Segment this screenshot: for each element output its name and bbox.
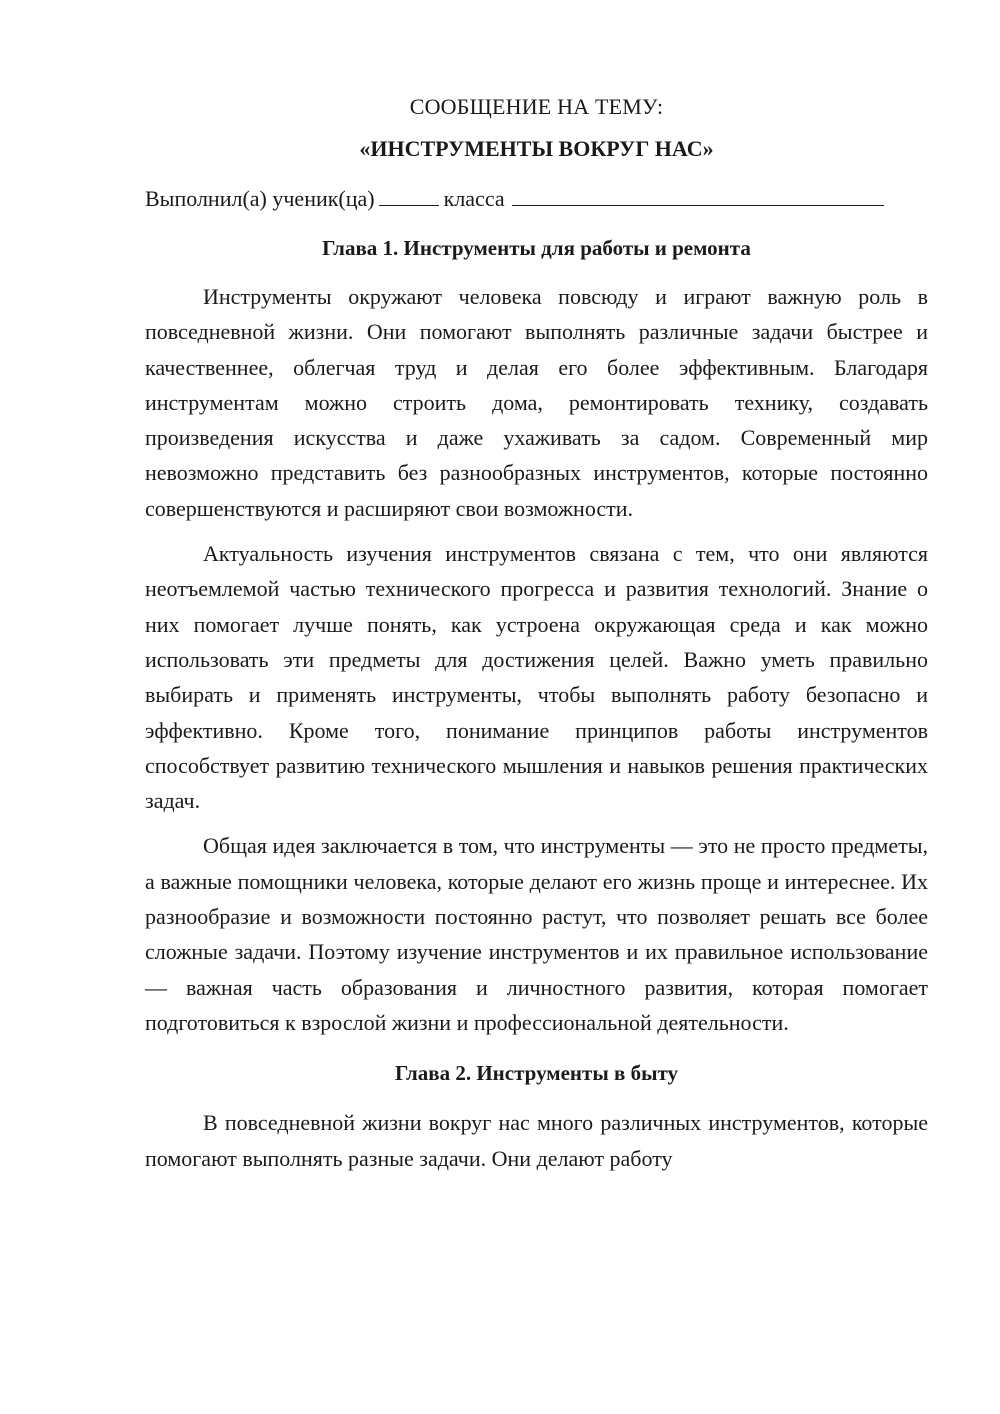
author-prefix: Выполнил(а) ученик(ца) [145,186,375,211]
document-topic: СООБЩЕНИЕ НА ТЕМУ: [409,94,664,119]
class-number-blank [379,185,439,206]
chapter-1-paragraph-3: Общая идея заключается в том, что инструменты — это не просто предметы, а важные помощники человека, которые делают его жизнь проще и интереснее. Их разнообразие и возможности постоянно растут, что позволяет решать все более сложные задачи. Поэтому изучение инструментов и их правильное использование — важная часть образования и личностного развития, которая помогает подготовиться к взрослой жизни и профессиональной деятельности. [145,833,928,1035]
chapter-2-paragraph-1: В повседневной жизни вокруг нас много различных инструментов, которые помогают выполнять разные задачи. Они делают работу [145,1110,928,1171]
student-name-blank [512,185,884,206]
chapter-1-paragraph-1: Инструменты окружают человека повсюду и играют важную роль в повседневной жизни. Они помогают выполнять различные задачи быстрее и качественнее, облегчая труд и делая его более эффективным. Благодаря инструментам можно строить дома, ремонтировать технику, создавать произведения искусства и даже ухаживать за садом. Современный мир невозможно представить без разнообразных инструментов, которые постоянно совершенствуются и расширяют свои возможности. [145,284,928,521]
chapter-1-paragraph-2: Актуальность изучения инструментов связана с тем, что они являются неотъемлемой частью технического прогресса и развития технологий. Знание о них помогает лучше понять, как устроена окружающая среда и как можно использовать эти предметы для достижения целей. Важно уметь правильно выбирать и применять инструменты, чтобы выполнять работу безопасно и эффективно. Кроме того, понимание принципов работы инструментов способствует развитию технического мышления и навыков решения практических задач. [145,541,928,814]
document-title: «ИНСТРУМЕНТЫ ВОКРУГ НАС» [359,136,714,161]
chapter-1-title: Глава 1. Инструменты для работы и ремонта [322,236,751,260]
class-label: класса [443,186,505,211]
chapter-2-title: Глава 2. Инструменты в быту [394,1061,679,1086]
author-line [145,184,928,214]
document-body [145,92,928,1186]
